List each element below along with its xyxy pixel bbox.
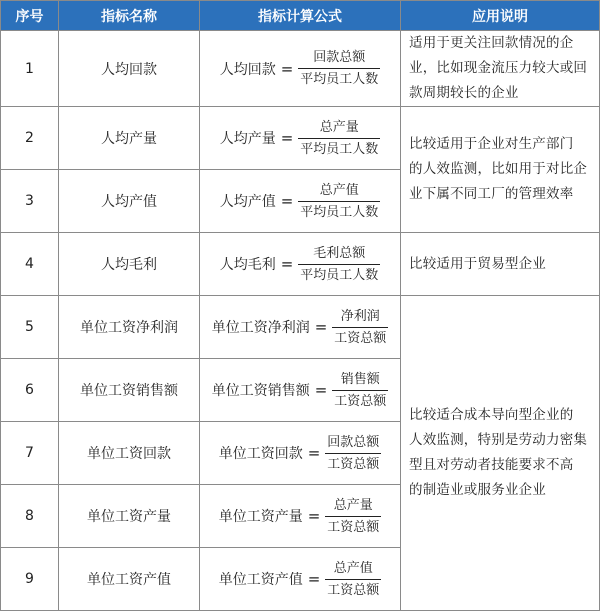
- formula-lhs: 人均回款: [219, 61, 276, 78]
- row-number: 7: [1, 422, 59, 485]
- header-note: 应用说明: [401, 1, 600, 31]
- metric-name: 单位工资销售额: [59, 359, 200, 422]
- numerator: 销售额: [340, 371, 380, 387]
- formula-cell: [200, 170, 401, 233]
- table-row: [1, 233, 600, 296]
- formula: [219, 560, 382, 599]
- note-cell: [401, 31, 600, 107]
- fraction: [325, 560, 381, 599]
- formula-cell: [200, 296, 401, 359]
- table-row: [1, 31, 600, 107]
- formula-cell: [200, 485, 401, 548]
- formula-cell: [200, 233, 401, 296]
- numerator: 总产值: [333, 560, 373, 576]
- numerator: 总产值: [319, 182, 359, 198]
- header-row: [1, 1, 600, 31]
- denominator: 工资总额: [332, 390, 388, 410]
- note-line: 人效监测，特别是劳动力密集: [409, 432, 588, 448]
- formula-lhs: 单位工资回款: [218, 446, 303, 462]
- formula: [220, 245, 381, 284]
- formula-lhs: 单位工资销售额: [211, 383, 310, 399]
- numerator: 总产量: [333, 497, 373, 513]
- formula-lhs: 单位工资净利润: [211, 320, 310, 336]
- note-line: 的制造业或服务业企业: [409, 482, 546, 498]
- denominator: 工资总额: [325, 453, 381, 473]
- formula-lhs: 人均毛利: [219, 257, 276, 273]
- table-row: [1, 296, 600, 359]
- equals-sign: =: [307, 507, 321, 525]
- numerator: 回款总额: [327, 434, 380, 450]
- row-number: 9: [1, 548, 59, 611]
- fraction: [298, 245, 380, 284]
- note-line: 款周期较长的企业: [409, 85, 519, 101]
- formula: [219, 434, 382, 473]
- equals-sign: =: [314, 318, 328, 336]
- note-line: 业下属不同工厂的管理效率: [409, 186, 574, 202]
- fraction: [298, 182, 380, 221]
- denominator: 平均员工人数: [298, 264, 380, 284]
- row-number: 1: [1, 31, 59, 107]
- note-cell: [401, 233, 600, 296]
- denominator: 平均员工人数: [298, 68, 380, 88]
- metric-name: 人均毛利: [59, 233, 200, 296]
- row-number: 2: [1, 107, 59, 170]
- row-number: 8: [1, 485, 59, 548]
- header-no: 序号: [1, 1, 59, 31]
- fraction: [332, 371, 388, 410]
- denominator: 工资总额: [325, 516, 381, 536]
- fraction: [332, 308, 388, 347]
- formula-cell: [200, 31, 401, 107]
- denominator: 平均员工人数: [298, 201, 380, 221]
- metric-name: 人均产量: [59, 107, 200, 170]
- equals-sign: =: [307, 444, 321, 462]
- table-row: [1, 107, 600, 170]
- header-name: 指标名称: [59, 1, 200, 31]
- formula: [219, 497, 382, 536]
- note-line: 适用于更关注回款情况的企: [409, 35, 574, 51]
- row-number: 6: [1, 359, 59, 422]
- note-line: 比较适合成本导向型企业的: [409, 407, 574, 423]
- equals-sign: =: [280, 192, 294, 210]
- formula-cell: [200, 107, 401, 170]
- note-line: 比较适用于企业对生产部门: [409, 136, 574, 152]
- note-cell: [401, 107, 600, 233]
- metric-name: 单位工资回款: [59, 422, 200, 485]
- metric-name: 人均产值: [59, 170, 200, 233]
- note-cell: [401, 296, 600, 611]
- formula-lhs: 人均产量: [219, 131, 276, 147]
- note-line: 比较适用于贸易型企业: [409, 255, 546, 272]
- denominator: 工资总额: [332, 327, 388, 347]
- formula: [212, 371, 389, 410]
- numerator: 净利润: [340, 308, 380, 324]
- numerator: 毛利总额: [313, 245, 366, 261]
- metric-name: 单位工资产量: [59, 485, 200, 548]
- metric-name: 单位工资净利润: [59, 296, 200, 359]
- formula-cell: [200, 422, 401, 485]
- equals-sign: =: [280, 255, 294, 273]
- formula: [220, 119, 381, 158]
- equals-sign: =: [280, 59, 294, 78]
- header-formula: 指标计算公式: [200, 1, 401, 31]
- metric-name: 单位工资产值: [59, 548, 200, 611]
- denominator: 平均员工人数: [298, 138, 380, 158]
- formula-lhs: 人均产值: [219, 194, 276, 210]
- formula: [212, 308, 389, 347]
- formula-lhs: 单位工资产值: [218, 572, 303, 588]
- equals-sign: =: [314, 381, 328, 399]
- equals-sign: =: [307, 570, 321, 588]
- row-number: 5: [1, 296, 59, 359]
- equals-sign: =: [280, 129, 294, 147]
- fraction: [298, 119, 380, 158]
- metric-name: 人均回款: [59, 31, 200, 107]
- formula-cell: [200, 548, 401, 611]
- formula-cell: [200, 359, 401, 422]
- row-number: 4: [1, 233, 59, 296]
- fraction: [325, 434, 381, 473]
- fraction: [298, 49, 380, 88]
- formula: [220, 182, 381, 221]
- denominator: 工资总额: [325, 579, 381, 599]
- note-line: 业，比如现金流压力较大或回: [409, 60, 588, 76]
- row-number: 3: [1, 170, 59, 233]
- formula-lhs: 单位工资产量: [218, 509, 303, 525]
- note-line: 型且对劳动者技能要求不高: [409, 457, 574, 473]
- numerator: 总产量: [319, 119, 359, 135]
- numerator: 回款总额: [313, 50, 366, 65]
- note-line: 的人效监测，比如用于对比企: [409, 161, 588, 177]
- fraction: [325, 497, 381, 536]
- formula: [220, 49, 381, 88]
